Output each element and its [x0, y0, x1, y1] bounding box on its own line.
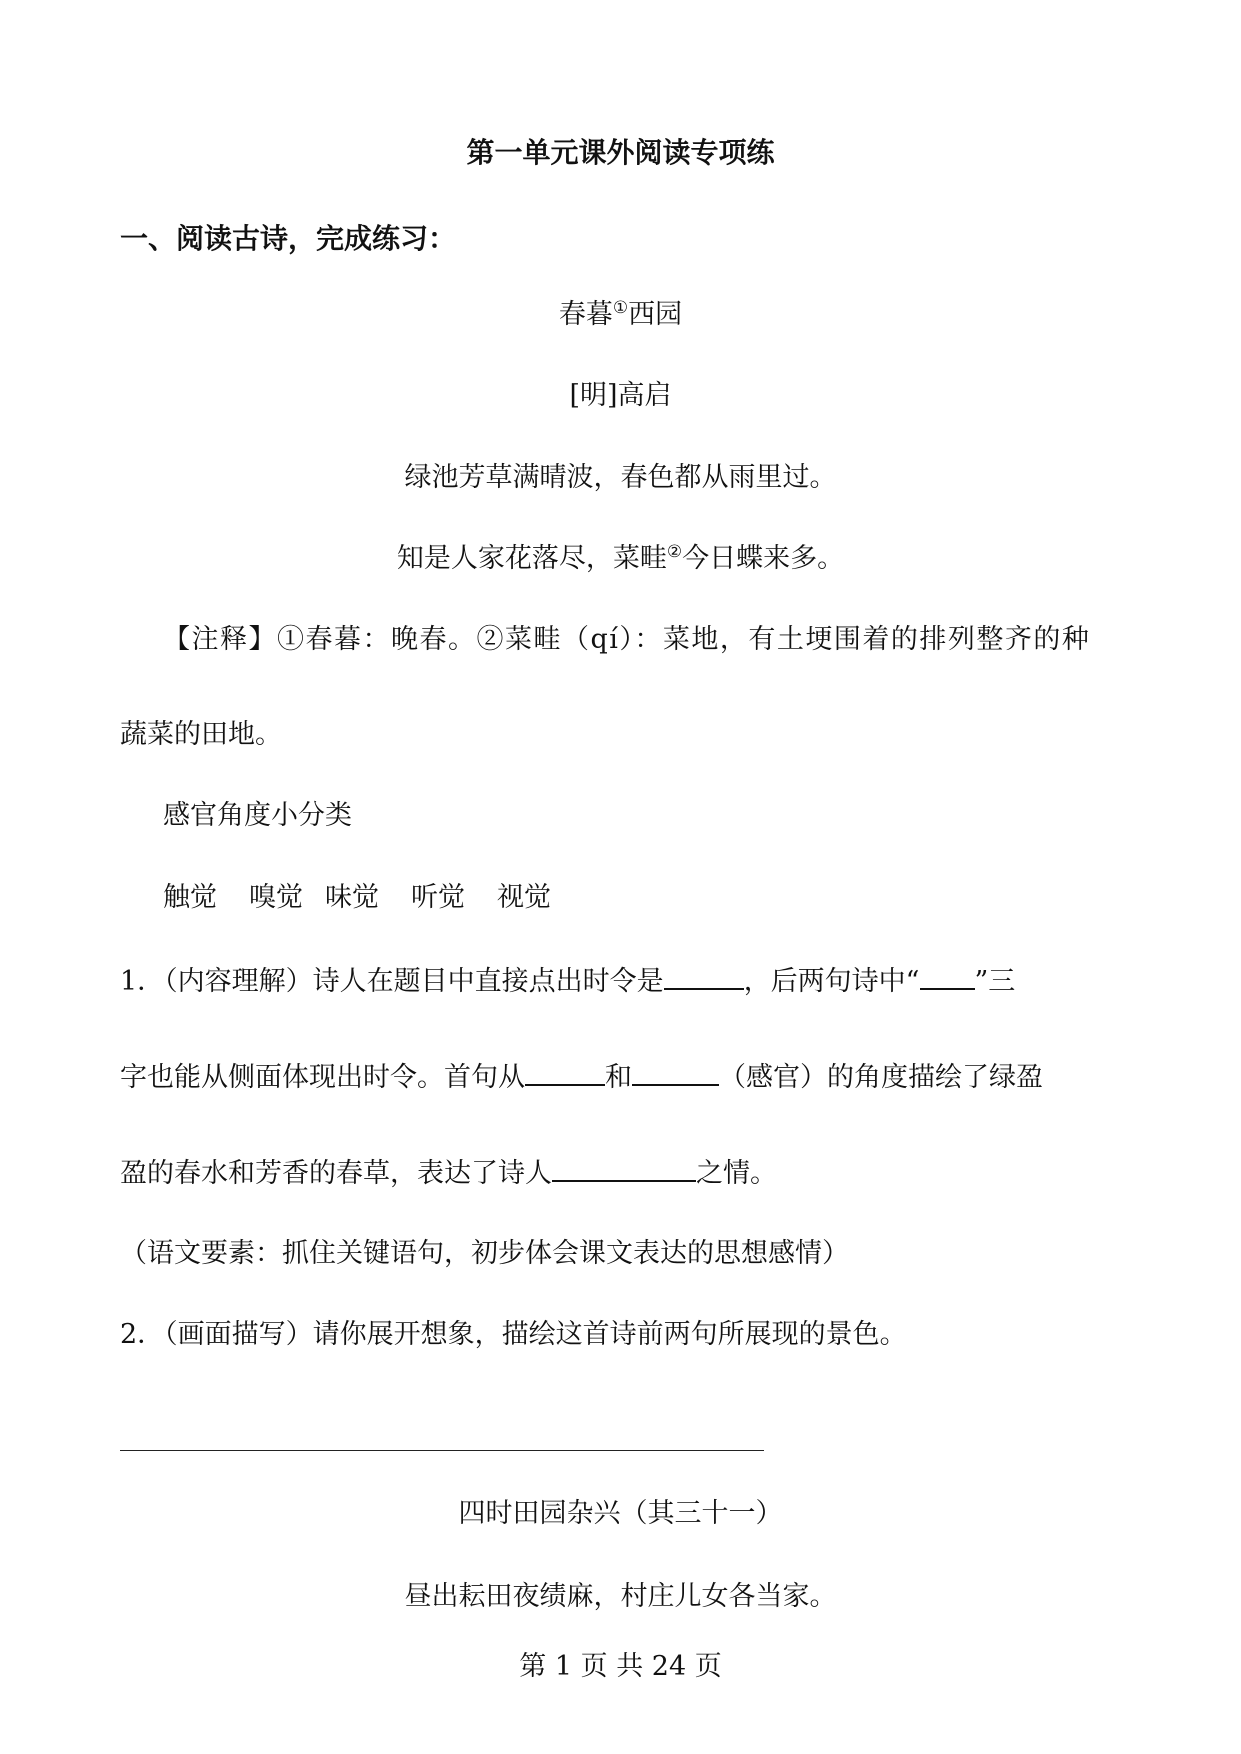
sense-item-sight: 视觉 [497, 882, 551, 913]
sense-item-hearing: 听觉 [411, 882, 465, 913]
annotation-line-2: 蔬菜的田地。 [120, 719, 282, 750]
section-heading: 一、阅读古诗，完成练习： [120, 222, 457, 255]
sense-category-heading: 感官角度小分类 [163, 800, 352, 831]
document-title: 第一单元课外阅读专项练 [466, 136, 775, 169]
poem-2-title: 四时田园杂兴（其三十一） [458, 1498, 783, 1529]
footnote-mark-2: ② [666, 542, 683, 562]
poem-title: 春暮①西园 [558, 298, 683, 330]
question-1-line-1: 1．（内容理解）诗人在题目中直接点出时令是 ，后两句诗中“ ”三 [120, 962, 1015, 999]
sense-item-smell: 嗅觉 [249, 882, 303, 913]
question-1-line-2: 字也能从侧面体现出时令。首句从 和 （感官）的角度描绘了绿盈 [120, 1058, 1043, 1095]
poem-line-1: 绿池芳草满晴波，春色都从雨里过。 [404, 462, 837, 493]
question-1-line-3: 盈的春水和芳香的春草，表达了诗人 之情。 [120, 1154, 777, 1191]
answer-blank-sense-1[interactable] [525, 1058, 605, 1086]
sense-item-touch: 触觉 [163, 882, 217, 913]
poem-2-line-1: 昼出耘田夜绩麻，村庄儿女各当家。 [404, 1581, 837, 1612]
annotation-line-1: 【注释】①春暮：晚春。②菜畦（qí）：菜地，有土埂围着的排列整齐的种 [163, 624, 1091, 655]
question-2: 2．（画面描写）请你展开想象，描绘这首诗前两句所展现的景色。 [120, 1319, 907, 1350]
sense-category-list [163, 881, 551, 915]
language-element-note: （语文要素：抓住关键语句，初步体会课文表达的思想感情） [120, 1238, 849, 1269]
poem-author: [明]高启 [569, 380, 672, 411]
answer-blank-season[interactable] [664, 962, 744, 990]
answer-blank-emotion[interactable] [552, 1154, 696, 1182]
footnote-mark-1: ① [612, 298, 629, 318]
answer-line[interactable] [120, 1450, 764, 1451]
page-footer: 第 1 页 共 24 页 [519, 1651, 722, 1682]
answer-blank-sense-2[interactable] [632, 1058, 719, 1086]
sense-item-taste: 味觉 [325, 882, 379, 913]
answer-blank-words[interactable] [920, 962, 975, 990]
poem-line-2: 知是人家花落尽，菜畦②今日蝶来多。 [396, 542, 845, 574]
